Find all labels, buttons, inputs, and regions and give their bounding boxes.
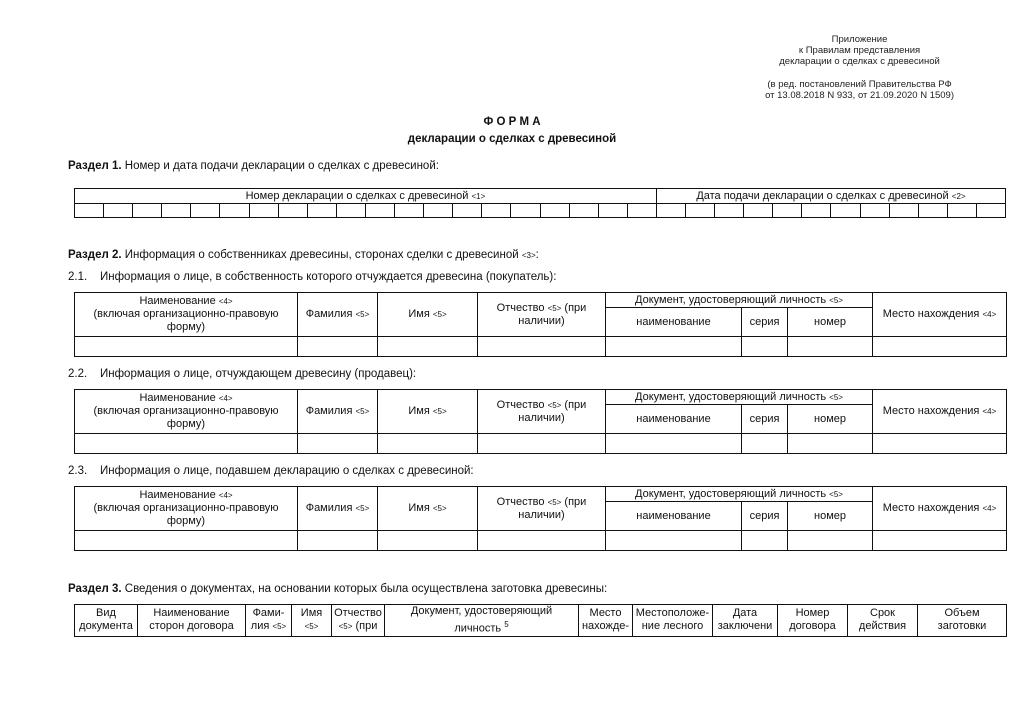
hdr-doc-number: номер bbox=[788, 308, 873, 337]
input-cell[interactable] bbox=[75, 434, 298, 454]
date-cell[interactable] bbox=[976, 204, 1005, 218]
input-cell[interactable] bbox=[298, 434, 378, 454]
sub21-heading: 2.1. Информация о лице, в собственность которого отчуждается древесина (покупатель): bbox=[68, 271, 557, 283]
hdr-doc-series: серия bbox=[742, 502, 788, 531]
number-cell[interactable] bbox=[598, 204, 627, 218]
section3-heading bbox=[68, 583, 607, 595]
section1-heading bbox=[68, 160, 439, 172]
hdr-location: Место нахождения <4> bbox=[873, 293, 1007, 337]
number-cell[interactable] bbox=[278, 204, 307, 218]
input-cell[interactable] bbox=[378, 337, 478, 357]
section3-label: Раздел 3. bbox=[68, 583, 122, 595]
appendix-line2: к Правилам представления bbox=[798, 45, 921, 56]
section3-header-row bbox=[75, 605, 1007, 637]
sub23-input-row bbox=[75, 531, 1007, 551]
number-cell[interactable] bbox=[540, 204, 569, 218]
s3-hdr-firstname: Имя <5> bbox=[292, 605, 332, 637]
hdr-surname: Фамилия <5> bbox=[298, 487, 378, 531]
date-cell[interactable] bbox=[889, 204, 918, 218]
sub21-table bbox=[74, 292, 1007, 357]
hdr-doc-name: наименование bbox=[606, 405, 742, 434]
sub22-input-row bbox=[75, 434, 1007, 454]
s3-hdr-volume: Объем заготовки bbox=[918, 605, 1007, 637]
section2-text: Информация о собственниках древесины, сторонах сделки с древесиной bbox=[121, 249, 519, 261]
sub22-table bbox=[74, 389, 1007, 454]
hdr-firstname: Имя <5> bbox=[378, 487, 478, 531]
input-cell[interactable] bbox=[873, 337, 1007, 357]
input-cell[interactable] bbox=[298, 337, 378, 357]
sub21-input-row bbox=[75, 337, 1007, 357]
number-cell[interactable] bbox=[395, 204, 424, 218]
hdr-patronymic: Отчество <5> (при наличии) bbox=[478, 293, 606, 337]
hdr-doc: Документ, удостоверяющий личность <5> bbox=[606, 293, 873, 308]
number-cell[interactable] bbox=[220, 204, 249, 218]
input-cell[interactable] bbox=[788, 531, 873, 551]
input-cell[interactable] bbox=[788, 337, 873, 357]
s3-hdr-contract-number: Номер договора bbox=[778, 605, 848, 637]
date-cell[interactable] bbox=[860, 204, 889, 218]
hdr-patronymic: Отчество <5> (при наличии) bbox=[478, 390, 606, 434]
appendix-line1: Приложение bbox=[831, 34, 888, 45]
form-title: Ф О Р М А bbox=[483, 116, 541, 128]
hdr-doc: Документ, удостоверяющий личность <5> bbox=[606, 390, 873, 405]
number-cell[interactable] bbox=[75, 204, 104, 218]
section1-label: Раздел 1. bbox=[68, 160, 122, 172]
sub22-heading: 2.2. Информация о лице, отчуждающем древесину (продавец): bbox=[68, 368, 417, 380]
hdr-name: Наименование <4> (включая организационно-правовую форму) bbox=[75, 487, 298, 531]
hdr-surname: Фамилия <5> bbox=[298, 390, 378, 434]
input-cell[interactable] bbox=[606, 434, 742, 454]
hdr-patronymic: Отчество <5> (при наличии) bbox=[478, 487, 606, 531]
hdr-firstname: Имя <5> bbox=[378, 390, 478, 434]
sub23-heading: 2.3. Информация о лице, подавшем декларацию о сделках с древесиной: bbox=[68, 465, 474, 477]
hdr-surname: Фамилия <5> bbox=[298, 293, 378, 337]
section3-text: Сведения о документах, на основании которых была осуществлена заготовка древесины: bbox=[121, 583, 608, 595]
input-cell[interactable] bbox=[75, 337, 298, 357]
number-cell[interactable] bbox=[627, 204, 656, 218]
section1-input-row bbox=[75, 204, 1006, 218]
s3-hdr-location: Место нахожде- bbox=[579, 605, 633, 637]
hdr-firstname: Имя <5> bbox=[378, 293, 478, 337]
number-cell[interactable] bbox=[162, 204, 191, 218]
appendix-block bbox=[765, 34, 954, 101]
number-cell[interactable] bbox=[511, 204, 540, 218]
date-cell[interactable] bbox=[947, 204, 976, 218]
input-cell[interactable] bbox=[378, 531, 478, 551]
hdr-name: Наименование <4> (включая организационно-правовую форму) bbox=[75, 390, 298, 434]
appendix-edit2: от 13.08.2018 N 933, от 21.09.2020 N 1509) bbox=[765, 90, 954, 101]
number-cell[interactable] bbox=[249, 204, 278, 218]
date-cell[interactable] bbox=[773, 204, 802, 218]
input-cell[interactable] bbox=[478, 434, 606, 454]
input-cell[interactable] bbox=[378, 434, 478, 454]
section1-text: Номер и дата подачи декларации о сделках с древесиной: bbox=[121, 160, 439, 172]
input-cell[interactable] bbox=[742, 337, 788, 357]
hdr-doc: Документ, удостоверяющий личность <5> bbox=[606, 487, 873, 502]
section2-heading: Раздел 2. Информация о собственниках древесины, сторонах сделки с древесиной <3>: bbox=[68, 249, 539, 261]
date-cell[interactable] bbox=[685, 204, 714, 218]
number-cell[interactable] bbox=[424, 204, 453, 218]
number-cell[interactable] bbox=[133, 204, 162, 218]
input-cell[interactable] bbox=[742, 434, 788, 454]
s3-hdr-identity-doc: Документ, удостоверяющий личность $^5$ bbox=[385, 605, 579, 637]
input-cell[interactable] bbox=[873, 434, 1007, 454]
input-cell[interactable] bbox=[742, 531, 788, 551]
section1-col-number: Номер декларации о сделках с древесиной <1> bbox=[75, 189, 657, 204]
hdr-doc-name: наименование bbox=[606, 308, 742, 337]
number-cell[interactable] bbox=[453, 204, 482, 218]
hdr-name: Наименование <4> (включая организационно-правовую форму) bbox=[75, 293, 298, 337]
number-cell[interactable] bbox=[191, 204, 220, 218]
s3-hdr-term: Срок действия bbox=[848, 605, 918, 637]
date-cell[interactable] bbox=[656, 204, 685, 218]
input-cell[interactable] bbox=[75, 531, 298, 551]
number-cell[interactable] bbox=[307, 204, 336, 218]
input-cell[interactable] bbox=[478, 337, 606, 357]
hdr-doc-series: серия bbox=[742, 308, 788, 337]
hdr-doc-series: серия bbox=[742, 405, 788, 434]
sub23-table bbox=[74, 486, 1007, 551]
appendix-edit1: (в ред. постановлений Правительства РФ bbox=[767, 79, 952, 90]
input-cell[interactable] bbox=[606, 337, 742, 357]
section2-ref: <3> bbox=[521, 251, 536, 260]
date-cell[interactable] bbox=[831, 204, 860, 218]
form-subtitle: декларации о сделках с древесиной bbox=[407, 133, 617, 145]
s3-hdr-date: Дата заключени bbox=[713, 605, 778, 637]
date-cell[interactable] bbox=[744, 204, 773, 218]
appendix-line3: декларации о сделках с древесиной bbox=[779, 56, 940, 67]
input-cell[interactable] bbox=[873, 531, 1007, 551]
section2-label: Раздел 2. bbox=[68, 249, 122, 261]
date-cell[interactable] bbox=[918, 204, 947, 218]
hdr-doc-number: номер bbox=[788, 405, 873, 434]
date-cell[interactable] bbox=[715, 204, 744, 218]
number-cell[interactable] bbox=[336, 204, 365, 218]
hdr-location: Место нахождения <4> bbox=[873, 390, 1007, 434]
hdr-location: Место нахождения <4> bbox=[873, 487, 1007, 531]
section1-table bbox=[74, 188, 1006, 218]
hdr-doc-number: номер bbox=[788, 502, 873, 531]
s3-hdr-forest-location: Местоположе- ние лесного bbox=[633, 605, 713, 637]
s3-hdr-doc-type: Вид документа bbox=[75, 605, 138, 637]
s3-hdr-patronymic: Отчество <5> (при bbox=[332, 605, 385, 637]
number-cell[interactable] bbox=[482, 204, 511, 218]
number-cell[interactable] bbox=[569, 204, 598, 218]
input-cell[interactable] bbox=[478, 531, 606, 551]
input-cell[interactable] bbox=[298, 531, 378, 551]
number-cell[interactable] bbox=[365, 204, 394, 218]
input-cell[interactable] bbox=[606, 531, 742, 551]
hdr-doc-name: наименование bbox=[606, 502, 742, 531]
date-cell[interactable] bbox=[802, 204, 831, 218]
section3-table bbox=[74, 604, 1007, 637]
s3-hdr-surname: Фами- лия <5> bbox=[246, 605, 292, 637]
s3-hdr-parties: Наименование сторон договора bbox=[138, 605, 246, 637]
section1-col-date: Дата подачи декларации о сделках с древесиной <2> bbox=[656, 189, 1005, 204]
number-cell[interactable] bbox=[104, 204, 133, 218]
input-cell[interactable] bbox=[788, 434, 873, 454]
